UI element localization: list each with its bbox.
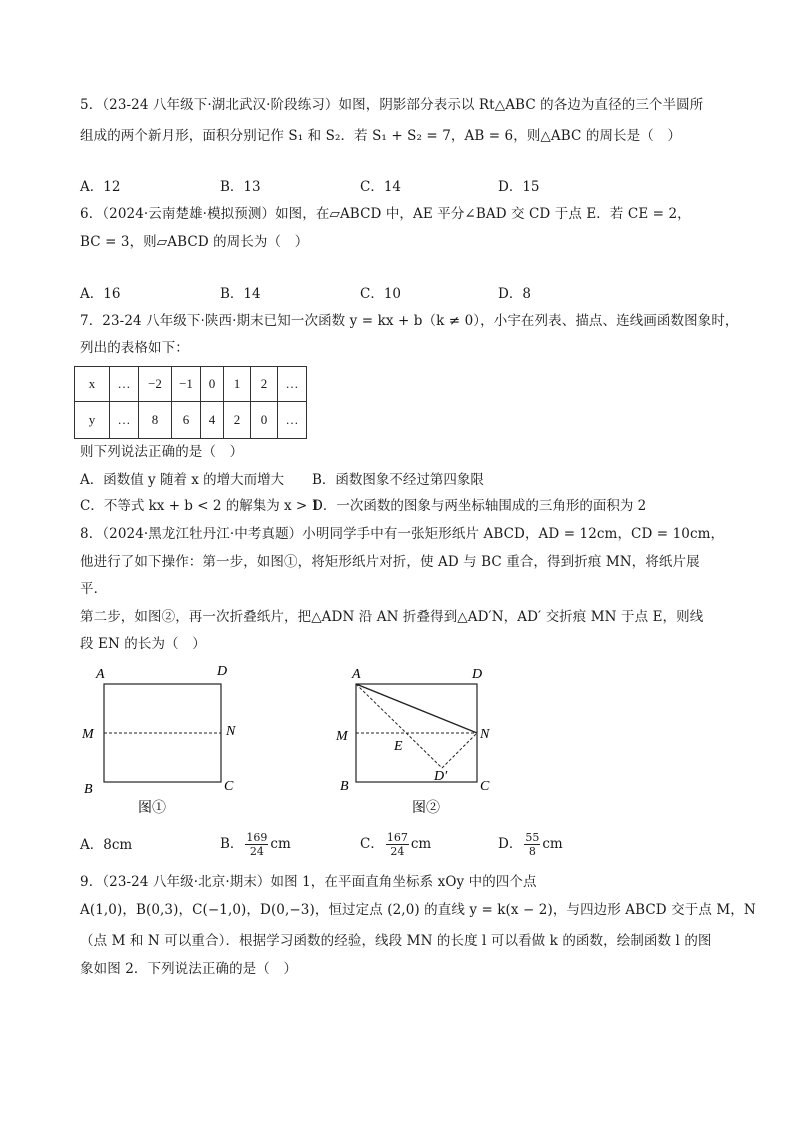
q5-option-a[interactable]: A．12 bbox=[80, 179, 121, 195]
label-b: B bbox=[340, 779, 349, 794]
q9-line4: 象如图 2．下列说法正确的是（ ） bbox=[80, 961, 298, 977]
label-n: N bbox=[480, 727, 490, 742]
table-cell: 0 bbox=[201, 367, 224, 402]
table-cell: y bbox=[75, 402, 110, 439]
q5-line1: 5．（23-24 八年级下·湖北武汉·阶段练习）如图，阴影部分表示以 Rt△ABC 的各边为直径的三个半圆所 bbox=[80, 97, 704, 113]
q8-line3: 平． bbox=[80, 581, 108, 597]
q8-line1: 8．（2024·黑龙江牡丹江·中考真题）小明同学手中有一张矩形纸片 ABCD，AD = 12cm，CD = 10cm， bbox=[80, 526, 725, 542]
q8-option-d-label: D． bbox=[498, 836, 523, 852]
q6-line1: 6．（2024·云南楚雄·模拟预测）如图，在▱ABCD 中，AE 平分∠BAD 交 CD 于点 E．若 CE = 2， bbox=[80, 206, 691, 222]
q9-line1: 9．（23-24 八年级·北京·期末）如图 1，在平面直角坐标系 xOy 中的四个点 bbox=[80, 874, 537, 890]
table-cell: … bbox=[278, 402, 307, 439]
q9-line3: （点 M 和 N 可以重合）．根据学习函数的经验，线段 MN 的长度 l 可以看做 k 的函数，绘制函数 l 的图 bbox=[80, 933, 712, 949]
numerator: 167 bbox=[386, 831, 408, 844]
denominator: 24 bbox=[390, 845, 405, 858]
figure-1-caption: 图① bbox=[138, 801, 166, 816]
q7-option-a[interactable]: A．函数值 y 随着 x 的增大而增大 bbox=[80, 472, 285, 488]
q6-line2: BC = 3，则▱ABCD 的周长为（ ） bbox=[80, 234, 309, 250]
q8-options bbox=[80, 831, 720, 859]
label-d: D bbox=[472, 667, 483, 682]
table-cell: 0 bbox=[251, 402, 278, 439]
table-cell: 1 bbox=[224, 367, 251, 402]
q5-option-d[interactable]: D．15 bbox=[498, 179, 540, 195]
label-d-prime: D′ bbox=[434, 769, 448, 784]
unit: cm bbox=[270, 836, 291, 852]
unit: cm bbox=[410, 836, 432, 852]
q6-option-c[interactable]: C．10 bbox=[360, 286, 402, 302]
fraction bbox=[245, 831, 268, 858]
table-cell: −1 bbox=[172, 367, 201, 402]
table-cell: … bbox=[110, 402, 139, 439]
label-c: C bbox=[480, 779, 490, 794]
numerator: 169 bbox=[246, 831, 268, 844]
table-cell: … bbox=[110, 367, 139, 402]
segment-an bbox=[356, 684, 477, 733]
q8-option-a[interactable]: A．8cm bbox=[80, 837, 133, 853]
label-b: B bbox=[84, 782, 93, 797]
segment-d-prime-n bbox=[442, 733, 477, 768]
q9-line2: A(1,0)，B(0,3)，C(−1,0)，D(0,−3)，恒过定点 (2,0) 的直线 y = k(x − 2)，与四边形 ABCD 交于点 M，N bbox=[80, 902, 756, 918]
label-a: A bbox=[352, 667, 361, 682]
table-cell: 4 bbox=[201, 402, 224, 439]
label-c: C bbox=[224, 779, 234, 794]
q8-option-b-label: B． bbox=[220, 836, 244, 852]
q8-line4: 第二步，如图②，再一次折叠纸片，把△ADN 沿 AN 折叠得到△AD′N，AD′ 交折痕 MN 于点 E，则线 bbox=[80, 609, 704, 625]
table-cell: … bbox=[278, 367, 307, 402]
q7-option-c[interactable]: C．不等式 kx + b < 2 的解集为 x > 1 bbox=[80, 498, 321, 514]
q7-option-b[interactable]: B．函数图象不经过第四象限 bbox=[312, 472, 484, 488]
unit: cm bbox=[542, 836, 563, 852]
table-row bbox=[75, 367, 307, 402]
figure-1 bbox=[76, 658, 256, 823]
q8-option-c[interactable] bbox=[360, 831, 431, 858]
q6-option-d[interactable]: D．8 bbox=[498, 286, 531, 302]
q8-line5: 段 EN 的长为（ ） bbox=[80, 636, 206, 652]
q8-line2: 他进行了如下操作：第一步，如图①，将矩形纸片对折，使 AD 与 BC 重合，得到折痕 MN，将纸片展 bbox=[80, 554, 700, 570]
q7-line1: 7．23-24 八年级下·陕西·期末已知一次函数 y = kx + b（k ≠ 0），小宇在列表、描点、连线画函数图象时， bbox=[80, 313, 739, 329]
q5-option-b[interactable]: B．13 bbox=[220, 179, 261, 195]
label-n: N bbox=[226, 724, 236, 739]
q6-option-a[interactable]: A．16 bbox=[80, 286, 121, 302]
denominator: 24 bbox=[249, 845, 264, 858]
denominator: 8 bbox=[528, 845, 536, 858]
label-a: A bbox=[96, 667, 105, 682]
q7-line3: 则下列说法正确的是（ ） bbox=[80, 444, 244, 460]
q5-line2: 组成的两个新月形，面积分别记作 S₁ 和 S₂．若 S₁ + S₂ = 7，AB = 6，则△ABC 的周长是（ ） bbox=[80, 128, 682, 144]
q6-option-b[interactable]: B．14 bbox=[220, 286, 261, 302]
q7-line2: 列出的表格如下： bbox=[80, 340, 189, 356]
table-cell: 2 bbox=[224, 402, 251, 439]
table-row bbox=[75, 402, 307, 439]
q7-value-table bbox=[74, 366, 307, 439]
figure-2 bbox=[330, 658, 510, 823]
label-m: M bbox=[336, 729, 348, 744]
q8-option-d[interactable] bbox=[498, 831, 563, 858]
table-cell: x bbox=[75, 367, 110, 402]
label-m: M bbox=[82, 727, 94, 742]
table-cell: 8 bbox=[139, 402, 172, 439]
label-e: E bbox=[394, 739, 403, 754]
table-cell: −2 bbox=[139, 367, 172, 402]
q7-option-d[interactable]: D．一次函数的图象与两坐标轴围成的三角形的面积为 2 bbox=[312, 498, 647, 514]
table-cell: 6 bbox=[172, 402, 201, 439]
label-d: D bbox=[217, 664, 228, 679]
table-cell: 2 bbox=[251, 367, 278, 402]
fraction bbox=[386, 831, 409, 858]
segment-ad-prime bbox=[356, 684, 442, 768]
q5-option-c[interactable]: C．14 bbox=[360, 179, 402, 195]
numerator: 55 bbox=[525, 831, 540, 844]
figure-2-caption: 图② bbox=[412, 801, 440, 816]
q8-option-c-label: C． bbox=[360, 836, 384, 852]
q8-option-b[interactable] bbox=[220, 831, 291, 858]
fraction bbox=[524, 831, 540, 858]
